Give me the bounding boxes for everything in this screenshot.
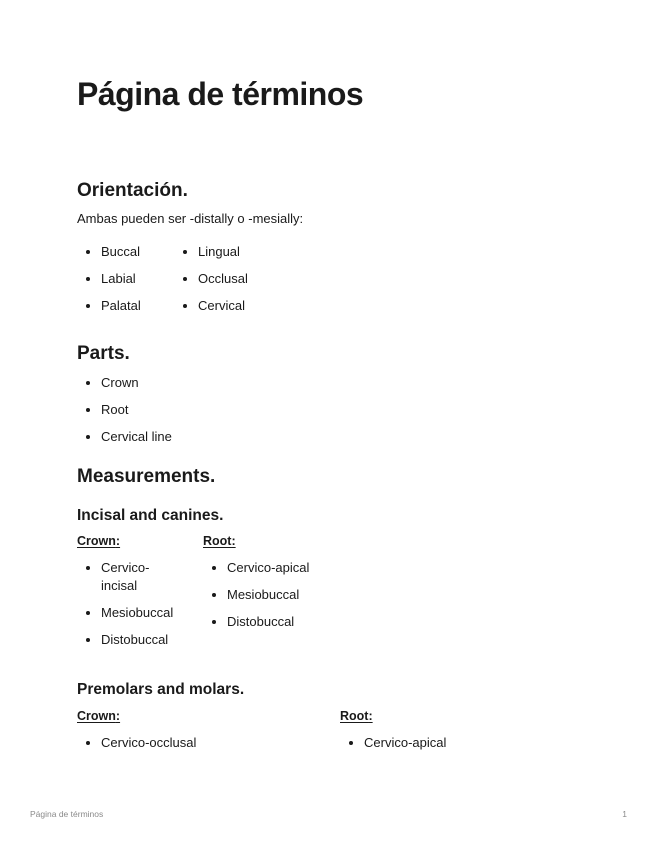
list-item: Crown	[77, 374, 172, 392]
footer-title: Página de términos	[30, 809, 104, 819]
premolars-heading: Premolars and molars.	[77, 681, 245, 698]
list-item: Cervical	[174, 297, 248, 315]
list-item: Buccal	[77, 243, 141, 261]
orientation-heading: Orientación.	[77, 180, 188, 201]
incisal-heading: Incisal and canines.	[77, 507, 224, 524]
list-item: Cervico-occlusal	[77, 734, 196, 752]
parts-list	[77, 374, 172, 455]
orientation-list-col2	[174, 243, 248, 324]
footer-page-number: 1	[622, 809, 627, 819]
premolars-crown-label: Crown:	[77, 709, 121, 723]
list-item: Cervical line	[77, 428, 172, 446]
list-item: Distobuccal	[203, 613, 309, 631]
incisal-crown-label: Crown:	[77, 534, 121, 548]
incisal-root-label: Root:	[203, 534, 236, 548]
list-item: Cervico-incisal	[77, 559, 157, 595]
parts-heading: Parts.	[77, 343, 130, 364]
list-item: Palatal	[77, 297, 141, 315]
list-item: Cervico-apical	[340, 734, 446, 752]
orientation-description: Ambas pueden ser -distally o -mesially:	[77, 211, 304, 226]
list-item: Distobuccal	[77, 631, 187, 649]
list-item: Occlusal	[174, 270, 248, 288]
list-item: Lingual	[174, 243, 248, 261]
premolars-crown-list	[77, 734, 196, 761]
list-item: Cervico-apical	[203, 559, 309, 577]
list-item: Mesiobuccal	[203, 586, 309, 604]
premolars-root-list	[340, 734, 446, 761]
measurements-heading: Measurements.	[77, 466, 216, 487]
list-item: Root	[77, 401, 172, 419]
orientation-list-col1	[77, 243, 141, 324]
incisal-crown-list	[77, 559, 187, 658]
list-item: Mesiobuccal	[77, 604, 187, 622]
page-title: Página de términos	[77, 76, 364, 112]
list-item: Labial	[77, 270, 141, 288]
premolars-root-label: Root:	[340, 709, 373, 723]
incisal-root-list	[203, 559, 309, 640]
